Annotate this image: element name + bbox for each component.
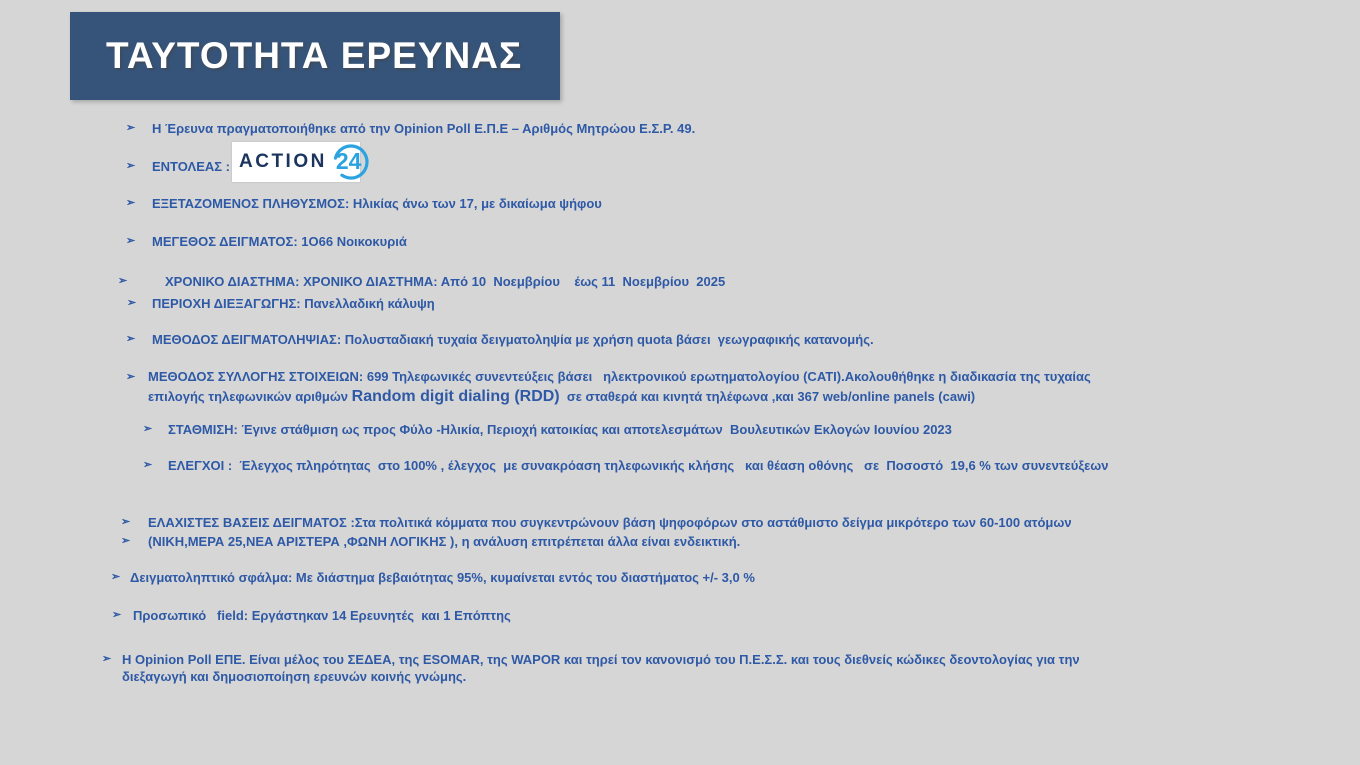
bullet-arrow-icon: ➢: [102, 653, 112, 665]
bullet-text: [122, 651, 1080, 685]
bullet-item-survey-conductor: [126, 120, 695, 137]
bullet-text: ΠΕΡΙΟΧΗ ΔΙΕΞΑΓΩΓΗΣ: Πανελλαδική κάλυψη: [152, 296, 435, 311]
bullet-item-client: [126, 158, 230, 175]
bullet-item-coverage-area: [127, 295, 435, 312]
bullet-item-time-period: [118, 273, 725, 290]
bullet-text: ΕΝΤΟΛΕΑΣ :: [152, 159, 230, 174]
bullet-text: Η Έρευνα πραγματοποιήθηκε από την Opinion Poll Ε.Π.Ε – Αριθμός Μητρώου Ε.Σ.Ρ. 49.: [152, 121, 696, 136]
bullet-arrow-icon: ➢: [126, 371, 136, 383]
bullet-arrow-icon: ➢: [126, 197, 136, 209]
bullet-text: Δειγματοληπτικό σφάλμα: Με διάστημα βεβαιότητας 95%, κυμαίνεται εντός του διαστήματος +/- 3,0 %: [130, 570, 755, 585]
bullet-text: ΕΞΕΤΑΖΟΜΕΝΟΣ ΠΛΗΘΥΣΜΟΣ: Ηλικίας άνω των 17, με δικαίωμα ψήφου: [152, 196, 602, 211]
bullet-text: ΣΤΑΘΜΙΣΗ: Έγινε στάθμιση ως προς Φύλο -Ηλικία, Περιοχή κατοικίας και αποτελεσμάτων Βουλευτικών Εκλογών Ιουνίου 2023: [168, 422, 952, 437]
bullet-item-minimum-bases-parties: [121, 533, 740, 550]
bullet-text: ΜΕΓΕΘΟΣ ΔΕΙΓΜΑΤΟΣ: 1O66 Νοικοκυριά: [152, 234, 407, 249]
action24-logo-badge: [327, 142, 375, 182]
bullet-text: (ΝΙΚΗ,ΜΕΡΑ 25,ΝΕΑ ΑΡΙΣΤΕΡΑ ,ΦΩΝΗ ΛΟΓΙΚΗΣ ), η ανάλυση επιτρέπεται άλλα είναι ενδεικτική.: [148, 534, 741, 549]
bullet-arrow-icon: ➢: [121, 535, 131, 547]
bullet-arrow-icon: ➢: [118, 275, 128, 287]
bullet-arrow-icon: ➢: [111, 571, 121, 583]
page-title: ΤΑΥΤΟΤΗΤΑ ΕΡΕΥΝΑΣ: [106, 35, 523, 76]
bullet-text: Προσωπικό field: Εργάστηκαν 14 Ερευνητές και 1 Επόπτης: [133, 608, 511, 623]
bullet-arrow-icon: ➢: [121, 516, 131, 528]
bullet-item-sample-size: [126, 233, 407, 250]
bullet-item-minimum-bases: [121, 514, 1072, 531]
bullet-text: ΜΕΘΟΔΟΣ ΔΕΙΓΜΑΤΟΛΗΨΙΑΣ: Πολυσταδιακή τυχαία δειγματοληψία με χρήση quota βάσει γεωγραφικής κατανομής.: [152, 332, 874, 347]
bullet-text-line2: διεξαγωγή και δημοσιοποίηση ερευνών κοινής γνώμης.: [122, 669, 467, 684]
bullet-item-field-personnel: [112, 607, 511, 624]
bullet-arrow-icon: ➢: [112, 609, 122, 621]
action24-logo: [232, 142, 360, 182]
bullet-text-line1: ΜΕΘΟΔΟΣ ΣΥΛΛΟΓΗΣ ΣΤΟΙΧΕΙΩΝ: 699 Τηλεφωνικές συνεντεύξεις βάσει ηλεκτρονικού ερωτηματολογίου (CATI).Ακολουθήθηκε η διαδικασία της τυχαίας: [148, 369, 1091, 384]
bullet-text-rdd: Random digit dialing (RDD): [351, 388, 560, 405]
bullet-text: ΧΡΟΝΙΚΟ ΔΙΑΣΤΗΜΑ: ΧΡΟΝΙΚΟ ΔΙΑΣΤΗΜΑ: Από 10 Νοεμβρίου έως 11 Νοεμβρίου 2025: [165, 274, 726, 289]
bullet-text: ΕΛΑΧΙΣΤΕΣ ΒΑΣΕΙΣ ΔΕΙΓΜΑΤΟΣ :Στα πολιτικά κόμματα που συγκεντρώνουν βάση ψηφοφόρων στο αστάθμιστο δείγμα μικρότερο των 60-100 ατόμων: [148, 515, 1072, 530]
bullet-arrow-icon: ➢: [126, 122, 136, 134]
bullet-arrow-icon: ➢: [143, 459, 153, 471]
bullet-arrow-icon: ➢: [126, 333, 136, 345]
bullet-text-line1: Η Opinion Poll ΕΠΕ. Είναι μέλος του ΣΕΔΕΑ, της ESOMAR, της WAPOR και τηρεί τον κανονισμό του Π.Ε.Σ.Σ. και τους διεθνείς κώδικες δεοντολογίας για την: [122, 652, 1080, 667]
bullet-arrow-icon: ➢: [126, 235, 136, 247]
slide-title-banner: [70, 12, 560, 100]
bullet-arrow-icon: ➢: [126, 160, 136, 172]
bullet-item-population: [126, 195, 602, 212]
action24-logo-wordmark: ACTION: [239, 151, 327, 172]
bullet-item-sampling-error: [111, 569, 755, 586]
bullet-text: [148, 367, 1091, 407]
bullet-arrow-icon: ➢: [143, 423, 153, 435]
bullet-item-quality-checks: [143, 457, 1109, 474]
action24-logo-number: 24: [335, 148, 362, 174]
bullet-arrow-icon: ➢: [127, 297, 137, 309]
bullet-text-line2c: σε σταθερά και κινητά τηλέφωνα ,και 367 web/online panels (cawi): [559, 389, 976, 404]
bullet-item-sampling-method: [126, 331, 874, 348]
bullet-item-weighting: [143, 421, 952, 438]
bullet-item-data-collection: [126, 367, 1091, 407]
bullet-item-memberships: [102, 651, 1080, 685]
bullet-text-line2a: επιλογής τηλεφωνικών αριθμών: [148, 389, 352, 404]
bullet-text: ΕΛΕΓΧΟΙ : Έλεγχος πληρότητας στο 100% , έλεγχος με συνακρόαση τηλεφωνικής κλήσης και θέαση οθόνης σε Ποσοστό 19,6 % των συνεντεύξεων: [168, 458, 1109, 473]
